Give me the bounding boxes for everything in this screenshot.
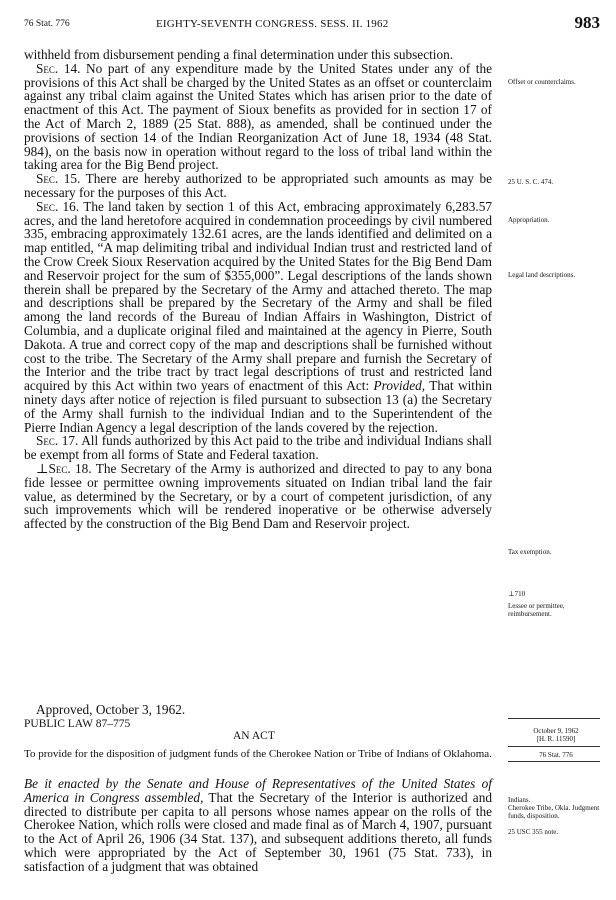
page-break-marker: ⊥	[36, 460, 49, 476]
margin-note-offset: Offset or counterclaims.	[508, 78, 576, 86]
section-18	[24, 462, 492, 531]
section-17-text: All funds authorized by this Act paid to the tribe and individual Indians shall be exempt from all forms of State and Federal taxation.	[24, 433, 492, 463]
margin-note-date: October 9, 1962	[533, 727, 579, 735]
margin-note-stat: 76 Stat. 776	[539, 751, 573, 759]
section-17	[24, 434, 492, 462]
margin-rule-middle	[508, 746, 600, 747]
margin-note-indians: Indians.	[508, 796, 531, 804]
enacting-text: That the Secretary of the Interior is authorized and directed to distribute per capita to all persons whose names appear on the rolls of the Cherokee Nation, which rolls were closed and made final as of March 4, 1907, pursuant to the Act of April 26, 1906 (34 Stat. 137), and subsequent additions thereto, all funds which were appropriated by the Act of September 30, 1961 (75 Stat. 733), in satisfaction of a judgment that was obtained	[24, 789, 492, 874]
section-16-label: Sec. 16.	[36, 198, 80, 214]
continuation-paragraph: withheld from disbursement pending a final determination under this subsection.	[24, 47, 454, 62]
margin-note-appropriation: Appropriation.	[508, 216, 550, 224]
header-stat-ref: 76 Stat. 776	[24, 19, 70, 29]
main-text	[24, 48, 492, 531]
margin-note-usc-355: 25 USC 355 note.	[508, 828, 559, 836]
section-14	[24, 62, 492, 172]
margin-note-usc-474: 25 U. S. C. 474.	[508, 178, 554, 186]
section-16-text-b: That within ninety days after notice of rejection is filed pursuant to subsection 13 (a) the Secretary of the Army shall furnish to the individual Indian and to the Superintendent of the Pierre Indian Agency a legal description of the lands covered by the rejection.	[24, 378, 492, 435]
page-header	[24, 15, 600, 35]
public-law-number: PUBLIC LAW 87–775	[24, 718, 131, 730]
section-18-text: The Secretary of the Army is authorized and directed to pay to any bona fide lessee or permittee owning improvements situated on Indian tribal land the fair value, as determined by the Secretary, or by a court of competent jurisdiction, of any such improvements which will be rendered inoperative or be otherwise adversely affected by the construction of the Big Bend Dam and Reservoir project.	[24, 460, 492, 532]
section-15-text: There are hereby authorized to be appropriated such amounts as may be necessary for the purposes of this Act.	[24, 171, 492, 200]
section-15	[24, 172, 492, 200]
section-14-text: No part of any expenditure made by the United States under any of the provisions of this Act shall be charged by the United States as an offset or counterclaim against any tribal claim against the United States which has arisen prior to the date of enactment of this Act. The payment of Sioux benefits as provided for in section 17 of the Act of March 2, 1889 (25 Stat. 888), as amended, shall be continued under the provisions of section 14 of the Indian Reorganization Act of June 18, 1934 (48 Stat. 984), on the basis now in operation without regard to the loss of tribal land within the taking area for the Big Bend project.	[24, 60, 492, 173]
approval-line: Approved, October 3, 1962.	[36, 702, 186, 718]
section-18-label: Sec. 18.	[48, 460, 92, 476]
margin-note-cherokee: Cherokee Tribe, Okla. Judgment funds, disposition.	[508, 804, 600, 820]
section-14-label: Sec. 14.	[36, 60, 81, 76]
section-16	[24, 200, 492, 435]
margin-note-tax: Tax exemption.	[508, 548, 552, 556]
section-16-text-a: The land taken by section 1 of this Act, embracing approximately 6,283.57 acres, and the land heretofore acquired in condemnation proceedings by civil numbered 335, embracing approximately 132.61 acres, are the lands identified and delimited on a map entitled, “A map delimiting tribal and individual Indian trust and restricted land of the Crow Creek Sioux Reservation acquired by the United States for the Big Bend Dam and Reservoir project for the sum of $355,000”. Legal descriptions of the lands shown therein shall be prepared by the Secretary of the Army and attached thereto. The map and descriptions shall be prepared by the Secretary of the Army and shall be filed among the land records of the Bureau of Indian Affairs in Washington, District of Columbia, and a duplicate original filed and maintained at the agency in Pierre, South Dakota. A true and correct copy of the map and descriptions shall be furnished without cost to the tribe. The Secretary of the Army shall prepare and furnish the Secretary of the Interior and the tribe tract by tract legal descriptions of trust and restricted land acquired by this Act within two years of enactment of this Act:	[24, 198, 492, 394]
page-number: 983	[574, 13, 600, 32]
margin-rule-top	[508, 718, 600, 719]
margin-note-lessee: Lessee or permittee, reimbursement.	[508, 602, 565, 618]
section-17-label: Sec. 17.	[36, 433, 79, 449]
margin-note-page-marker: ⊥710	[508, 590, 526, 598]
enacting-clause	[24, 777, 492, 874]
header-congress: EIGHTY-SEVENTH CONGRESS. SESS. II. 1962	[156, 18, 389, 30]
an-act-heading: AN ACT	[233, 730, 275, 742]
enacting-formula: Be it enacted by the Senate and House of Representatives of the United States of America in Congress assembled,	[24, 776, 492, 805]
act-purpose: To provide for the disposition of judgment funds of the Cherokee Nation or Tribe of Indians of Oklahoma.	[24, 748, 492, 760]
margin-note-legal-land: Legal land descriptions.	[508, 271, 576, 279]
margin-note-bill: [H. R. 11590]	[536, 735, 576, 743]
section-15-label: Sec. 15.	[36, 171, 81, 187]
margin-rule-bottom	[508, 761, 600, 762]
section-16-provided: Provided,	[373, 378, 426, 394]
